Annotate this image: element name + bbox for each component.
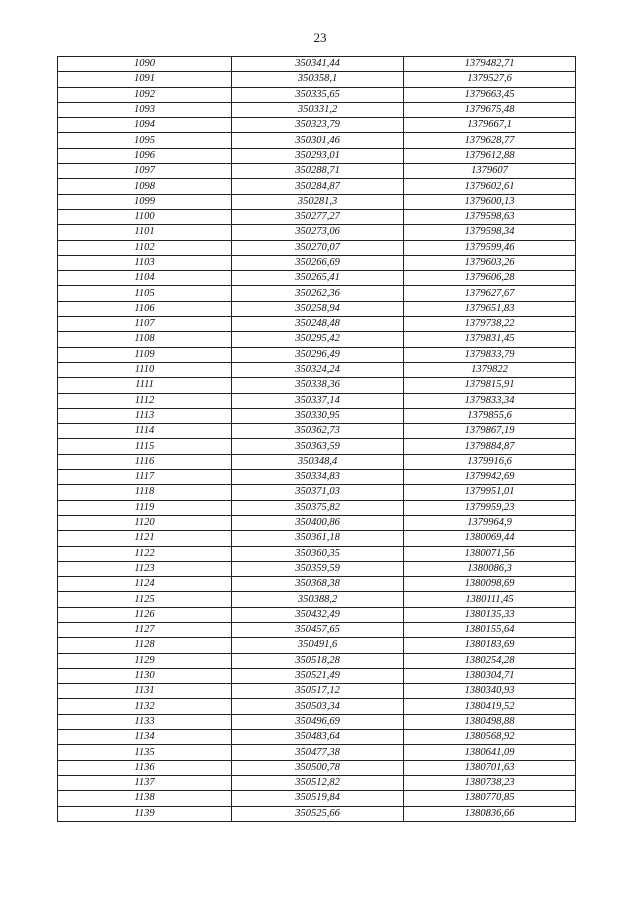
table-row (58, 179, 576, 194)
y-coordinate-cell: 1380069,44 (404, 531, 576, 546)
y-coordinate-cell: 1380071,56 (404, 546, 576, 561)
y-coordinate-cell: 1379527,6 (404, 72, 576, 87)
table-row (58, 72, 576, 87)
point-number-cell: 1093 (58, 102, 232, 117)
point-number-cell: 1101 (58, 225, 232, 240)
x-coordinate-cell: 350288,71 (232, 164, 404, 179)
table-row (58, 592, 576, 607)
y-coordinate-cell: 1380770,85 (404, 791, 576, 806)
x-coordinate-cell: 350258,94 (232, 301, 404, 316)
point-number-cell: 1104 (58, 271, 232, 286)
point-number-cell: 1113 (58, 408, 232, 423)
y-coordinate-cell: 1379815,91 (404, 378, 576, 393)
table-row (58, 240, 576, 255)
x-coordinate-cell: 350323,79 (232, 118, 404, 133)
point-number-cell: 1110 (58, 362, 232, 377)
point-number-cell: 1117 (58, 470, 232, 485)
y-coordinate-cell: 1379598,34 (404, 225, 576, 240)
point-number-cell: 1100 (58, 209, 232, 224)
point-number-cell: 1132 (58, 699, 232, 714)
table-row (58, 378, 576, 393)
point-number-cell: 1128 (58, 638, 232, 653)
point-number-cell: 1123 (58, 561, 232, 576)
y-coordinate-cell: 1379602,61 (404, 179, 576, 194)
y-coordinate-cell: 1380086,3 (404, 561, 576, 576)
y-coordinate-cell: 1379942,69 (404, 470, 576, 485)
point-number-cell: 1136 (58, 760, 232, 775)
coordinates-table (57, 56, 576, 822)
y-coordinate-cell: 1379599,46 (404, 240, 576, 255)
table-body (58, 57, 576, 822)
x-coordinate-cell: 350324,24 (232, 362, 404, 377)
table-row (58, 255, 576, 270)
y-coordinate-cell: 1379738,22 (404, 317, 576, 332)
table-row (58, 622, 576, 637)
table-row (58, 225, 576, 240)
table-row (58, 806, 576, 821)
y-coordinate-cell: 1379831,45 (404, 332, 576, 347)
y-coordinate-cell: 1380340,93 (404, 684, 576, 699)
table-row (58, 515, 576, 530)
table-row (58, 638, 576, 653)
x-coordinate-cell: 350341,44 (232, 57, 404, 72)
point-number-cell: 1138 (58, 791, 232, 806)
table-row (58, 470, 576, 485)
point-number-cell: 1097 (58, 164, 232, 179)
y-coordinate-cell: 1380568,92 (404, 730, 576, 745)
y-coordinate-cell: 1379606,28 (404, 271, 576, 286)
x-coordinate-cell: 350483,64 (232, 730, 404, 745)
table-row (58, 531, 576, 546)
x-coordinate-cell: 350301,46 (232, 133, 404, 148)
point-number-cell: 1092 (58, 87, 232, 102)
table-row (58, 699, 576, 714)
y-coordinate-cell: 1380111,45 (404, 592, 576, 607)
table-row (58, 791, 576, 806)
table-row (58, 577, 576, 592)
x-coordinate-cell: 350358,1 (232, 72, 404, 87)
x-coordinate-cell: 350295,42 (232, 332, 404, 347)
point-number-cell: 1130 (58, 668, 232, 683)
point-number-cell: 1134 (58, 730, 232, 745)
point-number-cell: 1106 (58, 301, 232, 316)
y-coordinate-cell: 1380738,23 (404, 775, 576, 790)
point-number-cell: 1122 (58, 546, 232, 561)
table-row (58, 102, 576, 117)
x-coordinate-cell: 350348,4 (232, 454, 404, 469)
x-coordinate-cell: 350262,36 (232, 286, 404, 301)
y-coordinate-cell: 1379833,79 (404, 347, 576, 362)
x-coordinate-cell: 350337,14 (232, 393, 404, 408)
y-coordinate-cell: 1380419,52 (404, 699, 576, 714)
point-number-cell: 1115 (58, 439, 232, 454)
table-row (58, 408, 576, 423)
x-coordinate-cell: 350338,36 (232, 378, 404, 393)
table-row (58, 561, 576, 576)
x-coordinate-cell: 350359,59 (232, 561, 404, 576)
y-coordinate-cell: 1379916,6 (404, 454, 576, 469)
page-number: 23 (313, 30, 327, 45)
x-coordinate-cell: 350388,2 (232, 592, 404, 607)
point-number-cell: 1124 (58, 577, 232, 592)
point-number-cell: 1131 (58, 684, 232, 699)
y-coordinate-cell: 1379667,1 (404, 118, 576, 133)
x-coordinate-cell: 350335,65 (232, 87, 404, 102)
y-coordinate-cell: 1379627,67 (404, 286, 576, 301)
table-row (58, 668, 576, 683)
x-coordinate-cell: 350273,06 (232, 225, 404, 240)
point-number-cell: 1129 (58, 653, 232, 668)
point-number-cell: 1137 (58, 775, 232, 790)
y-coordinate-cell: 1379964,9 (404, 515, 576, 530)
point-number-cell: 1133 (58, 714, 232, 729)
x-coordinate-cell: 350491,6 (232, 638, 404, 653)
x-coordinate-cell: 350477,38 (232, 745, 404, 760)
x-coordinate-cell: 350400,86 (232, 515, 404, 530)
y-coordinate-cell: 1380641,09 (404, 745, 576, 760)
x-coordinate-cell: 350457,65 (232, 622, 404, 637)
table-row (58, 286, 576, 301)
point-number-cell: 1112 (58, 393, 232, 408)
y-coordinate-cell: 1379822 (404, 362, 576, 377)
y-coordinate-cell: 1379607 (404, 164, 576, 179)
point-number-cell: 1126 (58, 607, 232, 622)
x-coordinate-cell: 350330,95 (232, 408, 404, 423)
table-row (58, 317, 576, 332)
y-coordinate-cell: 1380098,69 (404, 577, 576, 592)
x-coordinate-cell: 350270,07 (232, 240, 404, 255)
point-number-cell: 1127 (58, 622, 232, 637)
table-row (58, 332, 576, 347)
table-row (58, 607, 576, 622)
x-coordinate-cell: 350265,41 (232, 271, 404, 286)
point-number-cell: 1125 (58, 592, 232, 607)
table-row (58, 485, 576, 500)
table-row (58, 760, 576, 775)
x-coordinate-cell: 350521,49 (232, 668, 404, 683)
point-number-cell: 1096 (58, 148, 232, 163)
y-coordinate-cell: 1379951,01 (404, 485, 576, 500)
table-row (58, 194, 576, 209)
table-row (58, 745, 576, 760)
x-coordinate-cell: 350277,27 (232, 209, 404, 224)
x-coordinate-cell: 350248,48 (232, 317, 404, 332)
point-number-cell: 1139 (58, 806, 232, 821)
table-row (58, 87, 576, 102)
y-coordinate-cell: 1379600,13 (404, 194, 576, 209)
y-coordinate-cell: 1380254,28 (404, 653, 576, 668)
point-number-cell: 1109 (58, 347, 232, 362)
table-row (58, 271, 576, 286)
y-coordinate-cell: 1380183,69 (404, 638, 576, 653)
x-coordinate-cell: 350362,73 (232, 424, 404, 439)
x-coordinate-cell: 350361,18 (232, 531, 404, 546)
x-coordinate-cell: 350293,01 (232, 148, 404, 163)
x-coordinate-cell: 350281,3 (232, 194, 404, 209)
point-number-cell: 1099 (58, 194, 232, 209)
x-coordinate-cell: 350368,38 (232, 577, 404, 592)
x-coordinate-cell: 350525,66 (232, 806, 404, 821)
table-row (58, 148, 576, 163)
table-row (58, 653, 576, 668)
point-number-cell: 1105 (58, 286, 232, 301)
table-row (58, 362, 576, 377)
point-number-cell: 1108 (58, 332, 232, 347)
point-number-cell: 1119 (58, 500, 232, 515)
table-row (58, 454, 576, 469)
table-row (58, 546, 576, 561)
table-row (58, 209, 576, 224)
point-number-cell: 1114 (58, 424, 232, 439)
y-coordinate-cell: 1380836,66 (404, 806, 576, 821)
x-coordinate-cell: 350375,82 (232, 500, 404, 515)
point-number-cell: 1116 (58, 454, 232, 469)
x-coordinate-cell: 350519,84 (232, 791, 404, 806)
y-coordinate-cell: 1379884,87 (404, 439, 576, 454)
point-number-cell: 1094 (58, 118, 232, 133)
table-row (58, 775, 576, 790)
point-number-cell: 1102 (58, 240, 232, 255)
y-coordinate-cell: 1379663,45 (404, 87, 576, 102)
x-coordinate-cell: 350512,82 (232, 775, 404, 790)
point-number-cell: 1095 (58, 133, 232, 148)
table-row (58, 164, 576, 179)
x-coordinate-cell: 350284,87 (232, 179, 404, 194)
y-coordinate-cell: 1380701,63 (404, 760, 576, 775)
table-row (58, 714, 576, 729)
x-coordinate-cell: 350296,49 (232, 347, 404, 362)
point-number-cell: 1118 (58, 485, 232, 500)
y-coordinate-cell: 1379675,48 (404, 102, 576, 117)
table-row (58, 347, 576, 362)
point-number-cell: 1121 (58, 531, 232, 546)
table-row (58, 730, 576, 745)
y-coordinate-cell: 1379628,77 (404, 133, 576, 148)
y-coordinate-cell: 1380135,33 (404, 607, 576, 622)
y-coordinate-cell: 1380498,88 (404, 714, 576, 729)
y-coordinate-cell: 1379612,88 (404, 148, 576, 163)
table-row (58, 301, 576, 316)
point-number-cell: 1111 (58, 378, 232, 393)
table-row (58, 57, 576, 72)
point-number-cell: 1103 (58, 255, 232, 270)
table-row (58, 393, 576, 408)
point-number-cell: 1090 (58, 57, 232, 72)
point-number-cell: 1120 (58, 515, 232, 530)
y-coordinate-cell: 1379867,19 (404, 424, 576, 439)
table-row (58, 133, 576, 148)
y-coordinate-cell: 1379833,34 (404, 393, 576, 408)
point-number-cell: 1107 (58, 317, 232, 332)
x-coordinate-cell: 350432,49 (232, 607, 404, 622)
x-coordinate-cell: 350500,78 (232, 760, 404, 775)
x-coordinate-cell: 350363,59 (232, 439, 404, 454)
y-coordinate-cell: 1379598,63 (404, 209, 576, 224)
y-coordinate-cell: 1379855,6 (404, 408, 576, 423)
x-coordinate-cell: 350331,2 (232, 102, 404, 117)
y-coordinate-cell: 1379482,71 (404, 57, 576, 72)
point-number-cell: 1091 (58, 72, 232, 87)
y-coordinate-cell: 1379603,26 (404, 255, 576, 270)
x-coordinate-cell: 350496,69 (232, 714, 404, 729)
x-coordinate-cell: 350503,34 (232, 699, 404, 714)
table-row (58, 684, 576, 699)
x-coordinate-cell: 350334,83 (232, 470, 404, 485)
y-coordinate-cell: 1379959,23 (404, 500, 576, 515)
table-row (58, 439, 576, 454)
table-row (58, 500, 576, 515)
x-coordinate-cell: 350371,03 (232, 485, 404, 500)
x-coordinate-cell: 350517,12 (232, 684, 404, 699)
table-row (58, 424, 576, 439)
y-coordinate-cell: 1380155,64 (404, 622, 576, 637)
y-coordinate-cell: 1379651,83 (404, 301, 576, 316)
y-coordinate-cell: 1380304,71 (404, 668, 576, 683)
point-number-cell: 1098 (58, 179, 232, 194)
x-coordinate-cell: 350266,69 (232, 255, 404, 270)
table-row (58, 118, 576, 133)
x-coordinate-cell: 350518,28 (232, 653, 404, 668)
point-number-cell: 1135 (58, 745, 232, 760)
x-coordinate-cell: 350360,35 (232, 546, 404, 561)
